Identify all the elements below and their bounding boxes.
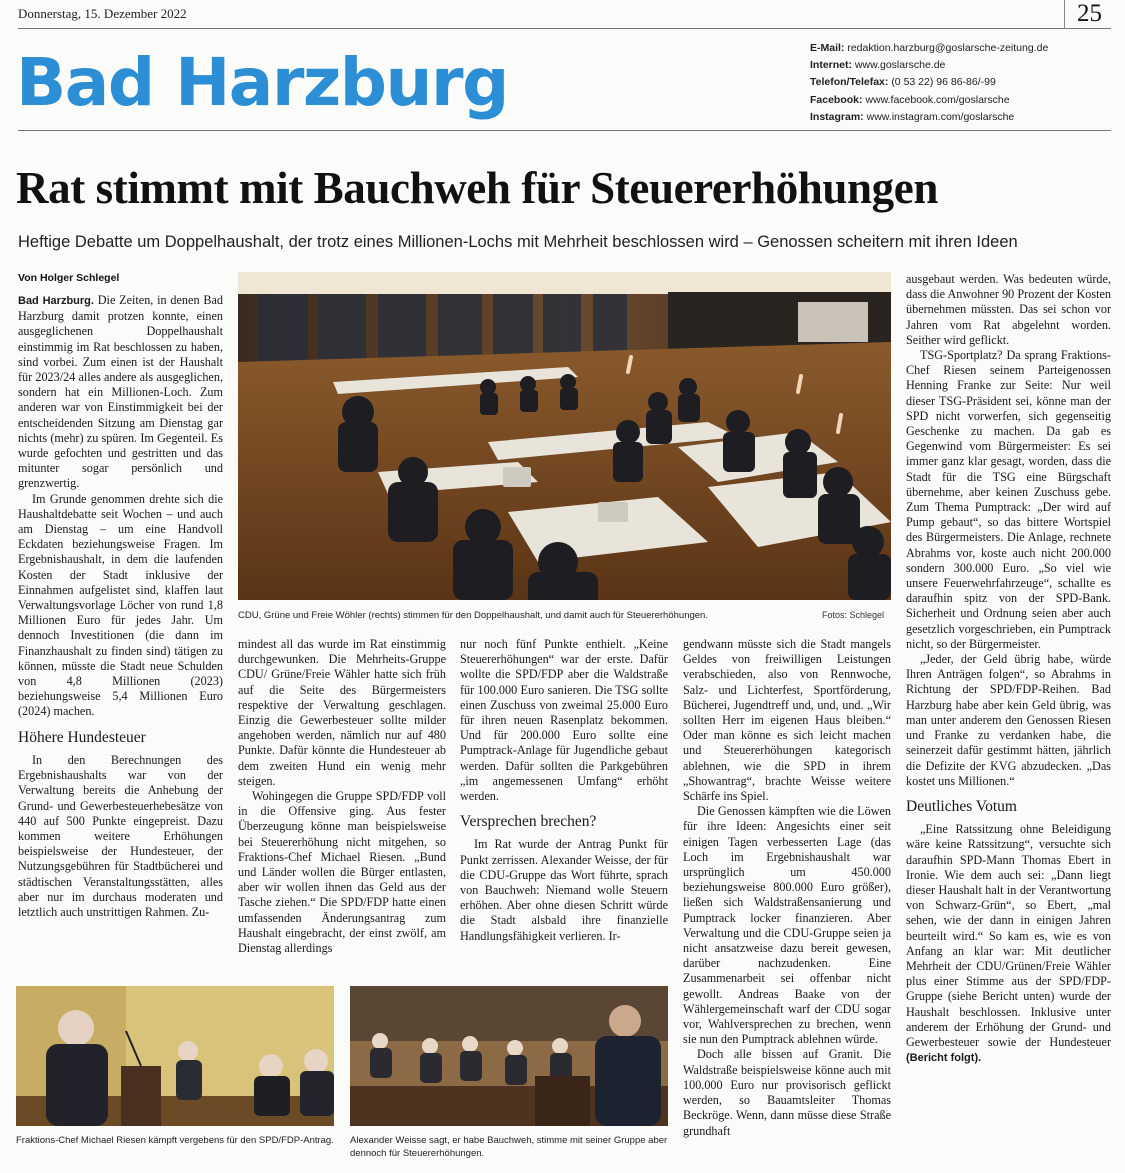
article-subheadline: Heftige Debatte um Doppelhaushalt, der trotz eines Millionen-Lochs mit Mehrheit beschlossen wird – Genossen scheitern mit ihren Ideen <box>18 233 1018 251</box>
photo-weisse <box>350 986 668 1126</box>
subheading-votum: Deutliches Votum <box>906 797 1017 815</box>
article-dateline: Bad Harzburg. <box>18 295 94 307</box>
contact-internet-value[interactable]: www.goslarsche.de <box>854 59 946 72</box>
issue-date: Donnerstag, 15. Dezember 2022 <box>18 6 187 21</box>
main-photo <box>238 272 891 600</box>
top-rule <box>18 28 1111 29</box>
subheading-hundesteuer: Höhere Hundesteuer <box>18 728 146 746</box>
speaker-weisse-photo <box>350 986 668 1126</box>
follow-up-note: (Bericht folgt). <box>906 1052 982 1065</box>
council-meeting-photo <box>238 272 891 600</box>
contact-instagram: Instagram: www.instagram.com/goslarsche <box>810 110 1015 123</box>
article-paragraph: TSG-Sportplatz? Da sprang Fraktions-Chef Riesen seinem Parteigenossen Henning Franke zur Seite: Nur weil dieser TSG-Präsident sei, könne man der SPD nicht vorwerfen, sich gegenseitig Geschenke zu machen. Da gab es Gegenwind vom Bürgermeister: Es sei immer ganz klar gesagt, worden, dass die Stadt für die TSG eine Bürgschaft übernehme, aber keinen Zuschuss gebe. Zum Thema Pumptrack: „Der wird auf Pump gebaut“, so das bittere Wortspiel des Bürgermeisters. Die Anlage, rechnete Abrahms vor, koste auch nicht 200.000 sondern 300.000 Euro. „So viel wie unsere Feuerwehrfahrzeuge“, schallte es daraufhin spitz von der SPD-Bank. Sicherheit und Ordnung seien aber auch gesetzlich vorgeschrieben, ein Pumptrack nicht, so der Bürgermeister. <box>906 348 1111 651</box>
article-paragraph: „Eine Ratssitzung ohne Beleidigung wäre keine Ratssitzung“, versuchte sich daraufhin SPD-Mann Thomas Ebert in Ironie. Wie dem auch sei: „Dann liegt dieser Haushalt halt in der Verantwortung von Schwarz-Grün“, so Ebert, „mal sehen, wie der dann in einigen Jahren beurteilt wird.“ So kam es, wie es von Anfang an klar war: Mit deutlicher Mehrheit der CDU/Grünen/Freie Wähler plus einer Stimme aus der SPD/FDP-Gruppe (siehe Bericht unten) wurde der Haushalt beschlossen. Inklusive unter anderem der Erhöhung der Grund- und Gewerbesteuer sowie der Hundesteuer (Bericht folgt). <box>906 822 1111 1065</box>
photo-credit: Fotos: Schlegel <box>822 610 885 620</box>
article-paragraph: Die Genossen kämpften wie die Löwen für ihre Ideen: Angesichts einer seit einigen Tagen verbesserten Lage (das Loch im Ergebnishaushalt war ursprünglich um 450.000 beziehungsweise 800.000 Euro größer), ließen sich Waldstraßensanierung und Pumptrack locker finanzieren. Aber Verwaltung und die CDU-Gruppe seien ja nicht ansatzweise dazu bereit gewesen, darüber nachzudenken. Eine Zusammenarbeit sei offenbar nicht gewollt. Andreas Baake von der Wählergemeinschaft warf der CDU sogar vor, Wahlversprechen zu brechen, wenn sie nun den Pumptrack ablehnen würde. <box>683 804 891 1047</box>
contact-facebook: Facebook: www.facebook.com/goslarsche <box>810 93 1010 106</box>
article-column-3 <box>460 637 668 977</box>
contact-email-value[interactable]: redaktion.harzburg@goslarsche-zeitung.de <box>847 42 1049 54</box>
contact-email: E-Mail: redaktion.harzburg@goslarsche-zeitung.de <box>810 42 1049 54</box>
article-column-5 <box>906 272 1111 1165</box>
contact-instagram-value[interactable]: www.instagram.com/goslarsche <box>866 110 1015 123</box>
article-headline: Rat stimmt mit Bauchweh für Steuererhöhungen <box>16 163 938 213</box>
article-paragraph: Im Grunde genommen drehte sich die Haushaltdebatte seit Wochen – und auch am Dienstag – um eine Handvoll Eckdaten beziehungsweise Fragen. Im Ergebnishaushalt, in dem die laufenden Kosten der Stadt inklusive der Einnahmen aufgelistet sind, klaffen laut Verwaltungsvorlage Löcher von rund 1,8 Millionen Euro für jedes Jahr. Um dennoch Investitionen (die dann im Finanzhaushalt zu finden sind) tätigen zu können, müsste die Stadt neue Schulden von 4,8 Millionen (2023) beziehungsweise 5,4 Millionen Euro (2024) machen. <box>18 491 223 719</box>
subheading-versprechen: Versprechen brechen? <box>460 813 597 831</box>
header-rule <box>18 130 1111 131</box>
article-paragraph: „Jeder, der Geld übrig habe, würde Ihren Anträgen folgen“, so Abrahms in Richtung der SPD/FDP-Reihen. Bad Harzburg habe aber kein Geld übrig, was man unter anderem den Genossen Riesen und Franke zu verdanken habe, die seinerzeit dafür gestimmt hätten, jährlich die Defizite der KVG abzudecken. „Das kostet uns Millionen.“ <box>906 652 1111 788</box>
article-paragraph: In den Berechnungen des Ergebnishaushalts war von der Verwaltung bereits die Anhebung der Grund- und Gewerbesteuerhebesätze von 440 auf 500 Punkte eingepreist. Dazu kommen weitere Erhöhungen beispielsweise der Hundesteuer, der Nutzungsgebühren für Stadtbücherei und städtischen Veranstaltungsstätten, alles aber nur im durchaus moderaten und letztlich auch unstrittigen Rahmen. Zu- <box>18 752 223 919</box>
article-paragraph: mindest all das wurde im Rat einstimmig durchgewunken. Die Mehrheits-Gruppe CDU/ Grüne/Freie Wähler hatte sich früh auf die Seite des Bürgermeisters respektive der Verwaltung geschlagen. Einzig die Gewerbesteuer sollte milder angehoben werden, nämlich nur auf 480 Punkte. Dafür könnte die Hundesteuer ab dem zweiten Hund ein wenig mehr steigen. <box>238 637 446 788</box>
contact-facebook-value[interactable]: www.facebook.com/goslarsche <box>865 93 1010 106</box>
article-column-4 <box>683 637 891 1165</box>
contact-phone-value: (0 53 22) 96 86-86/-99 <box>891 76 996 89</box>
article-paragraph: gendwann müsste sich die Stadt mangels Geldes von freiwilligen Leistungen verabschieden, also von Rennwoche, Salz- und Lichterfest, Sportförderung, Bücherei, Jugendtreff und, und, und. „Wir sollten Herr im eigenen Haus bleiben.“ Oder man könne es sich leicht machen und Steuererhöhungen kategorisch ablehnen, wie die SPD in ihrem „Showantrag“, brachte Weisse weitere Schärfe ins Spiel. <box>683 637 891 804</box>
contact-internet: Internet: www.goslarsche.de <box>810 59 946 72</box>
photo-weisse-caption: Alexander Weisse sagt, er habe Bauchweh, stimme mit seiner Gruppe aber dennoch für Steuererhöhungen. <box>350 1135 668 1159</box>
page-number: 25 <box>1064 0 1120 28</box>
contact-phone: Telefon/Telefax: (0 53 22) 96 86-86/-99 <box>810 76 996 89</box>
article-column-2 <box>238 637 446 977</box>
article-paragraph: nur noch fünf Punkte enthielt. „Keine Steuererhöhungen“ war der erste. Dafür wollte die SPD/FDP aber die Waldstraße für 100.000 Euro sanieren. Die TSG sollte einen Zuschuss von zweimal 25.000 Euro für ihren neuen Rasenplatz bekommen. Und für 200.000 Euro sollte eine Pumptrack-Anlage für Jugendliche gebaut werden. Dafür sollten die Parkgebühren „im angemessenen Umfang“ erhöht werden. <box>460 637 668 804</box>
main-photo-caption: CDU, Grüne und Freie Wöhler (rechts) stimmen für den Doppelhaushalt, und damit auch für Steuererhöhungen. <box>238 610 708 621</box>
article-paragraph: ausgebaut werden. Was bedeuten würde, dass die Anwohner 90 Prozent der Kosten übernehmen müssten. Das sei schon vor Jahren vom Rat abgelehnt worden. Seither wird geflickt. <box>906 272 1111 347</box>
article-paragraph: Bad Harzburg. Die Zeiten, in denen Bad Harzburg damit protzen konnte, einen ausgeglichenen Doppelhaushalt einstimmig im Rat beschlossen zu haben, sind vorbei. Zum einen ist der Haushalt für 2023/24 alles andere als ausgeglichen, sondern hat ein Millionen-Loch. Zum anderen war von Einstimmigkeit bei der entscheidenden Sitzung am Dienstag gar nichts (mehr) zu spüren. Im Gegenteil. Es wurde gefochten und gestritten und das mitunter sogar persönlich und grenzwertig. <box>18 293 223 491</box>
photo-riesen-caption: Fraktions-Chef Michael Riesen kämpft vergebens für den SPD/FDP-Antrag. <box>16 1135 334 1146</box>
section-title: Bad Harzburg <box>16 44 508 121</box>
article-paragraph: Doch alle bissen auf Granit. Die Waldstraße beispielsweise könne auch mit 100.000 Euro nur provisorisch geflickt werden, so Bauamtsleiter Thomas Beckröge. Wenn, dann müsse diese Straße grundhaft <box>683 1047 891 1138</box>
article-column-1 <box>18 293 223 977</box>
contact-box <box>810 40 1110 126</box>
article-paragraph: Wohingegen die Gruppe SPD/FDP voll in die Offensive ging. Aus fester Überzeugung könne man beispielsweise bei Steuererhöhung nicht mitgehen, so Fraktions-Chef Michael Riesen. „Bund und Länder wollen die Bürger entlasten, aber wir wollen ihnen das Geld aus der Tasche ziehen.“ Die SPD/FDP hatte einen umfassenden Änderungsantrag zum Haushalt eingebracht, der einst zwölf, am Dienstag allerdings <box>238 789 446 956</box>
photo-riesen <box>16 986 334 1126</box>
article-paragraph: Im Rat wurde der Antrag Punkt für Punkt zerrissen. Alexander Weisse, der für die CDU-Gruppe das Wort führte, sprach von Bauchweh: Niemand wolle Steuern erhöhen. Aber ohne diesen Schritt würde die Stadt alsbald ihre finanzielle Handlungsfähigkeit verlieren. Ir- <box>460 837 668 943</box>
article-byline: Von Holger Schlegel <box>18 272 120 284</box>
speaker-riesen-photo <box>16 986 334 1126</box>
